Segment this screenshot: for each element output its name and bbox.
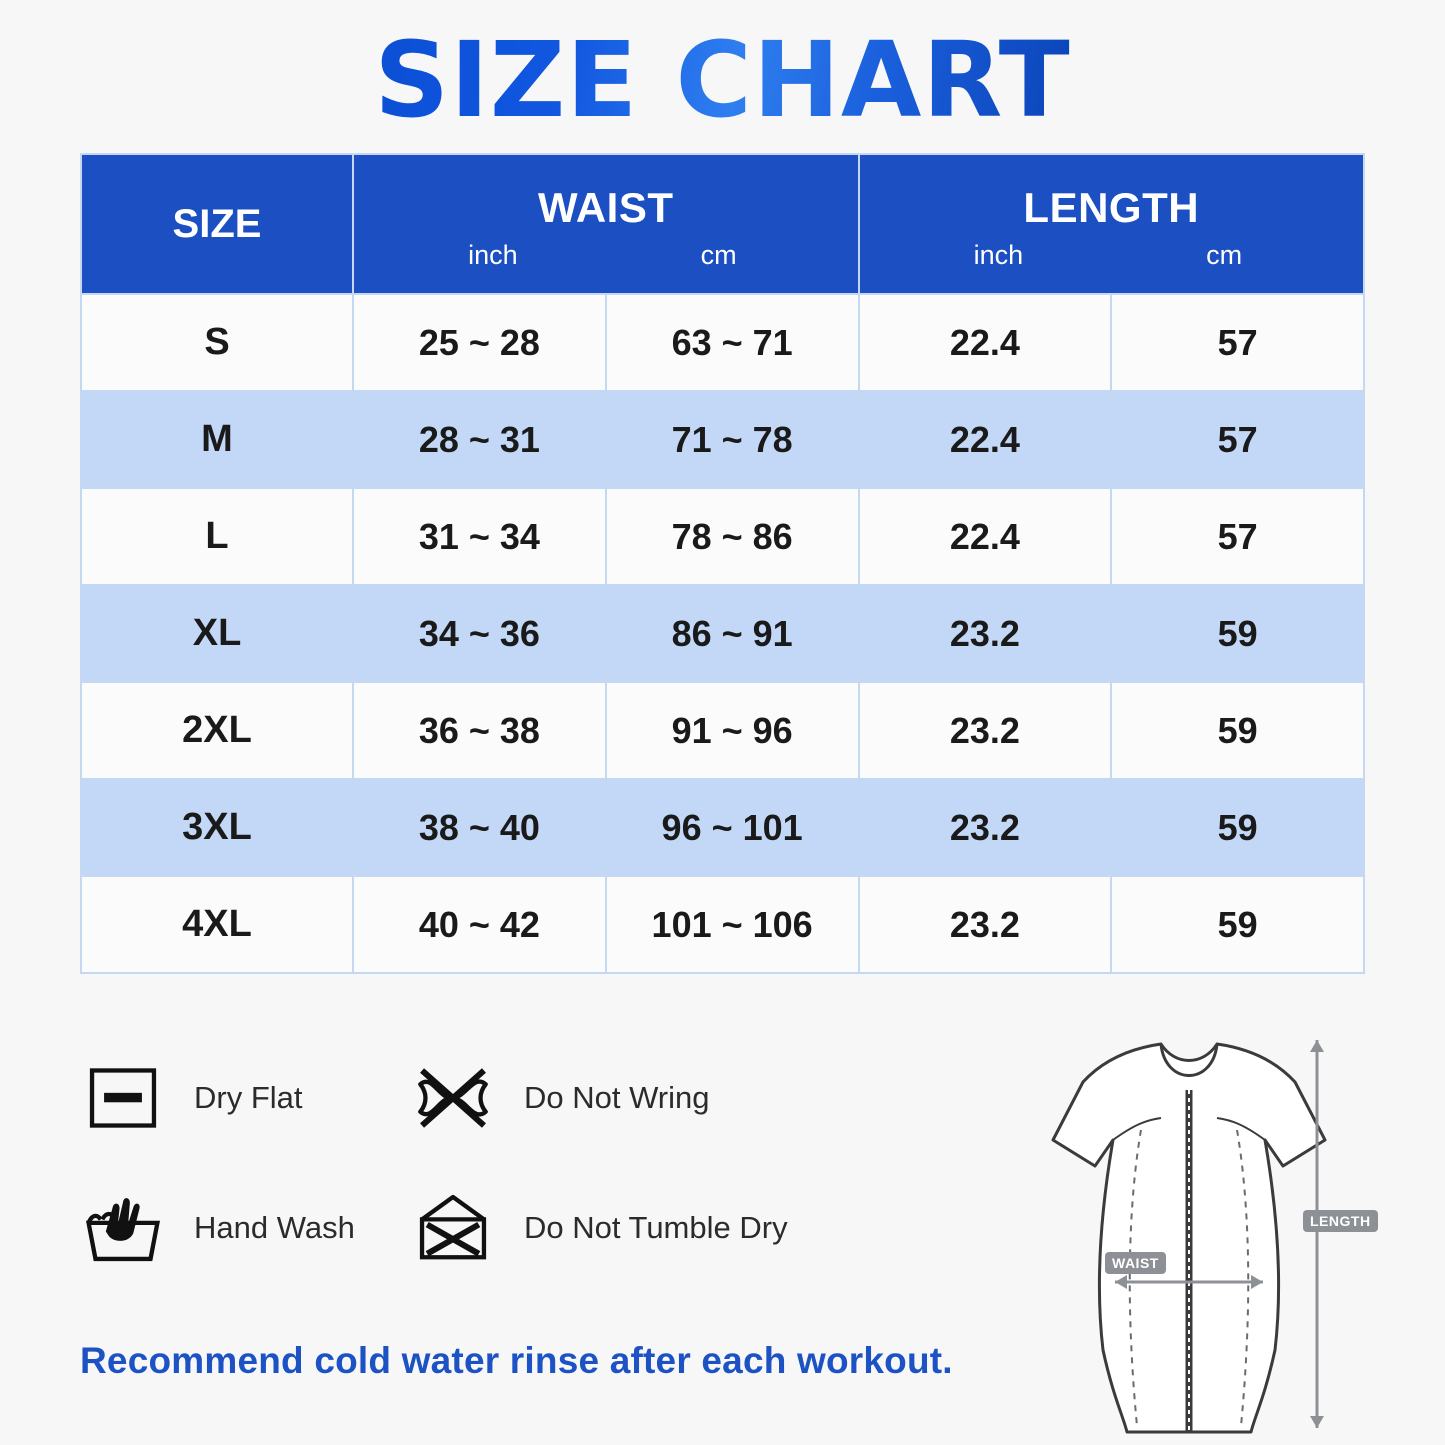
dry-flat-icon [80, 1055, 166, 1141]
page-title-container [0, 0, 1445, 141]
recommendation-text: Recommend cold water rinse after each workout. [80, 1340, 953, 1381]
header-waist-units [354, 240, 858, 271]
garment-illustration [965, 1020, 1385, 1440]
header-length-unit-inch: inch [973, 239, 1024, 270]
header-length-units [860, 240, 1364, 271]
cell-waist-cm: 63 ~ 71 [606, 294, 859, 391]
cell-size: 3XL [81, 779, 353, 876]
cell-length-cm: 57 [1111, 294, 1364, 391]
care-label-do-not-tumble-dry: Do Not Tumble Dry [524, 1210, 788, 1245]
cell-length-inch: 22.4 [859, 294, 1112, 391]
header-waist-unit-cm: cm [700, 239, 737, 270]
page-title: SIZE CHART [374, 19, 1071, 141]
header-length-title: LENGTH [1023, 183, 1200, 231]
do-not-wring-icon [410, 1055, 496, 1141]
table-row [81, 294, 1364, 391]
cell-length-inch: 23.2 [859, 876, 1112, 973]
hand-wash-icon [80, 1185, 166, 1271]
cell-waist-inch: 28 ~ 31 [353, 391, 606, 488]
cell-length-inch: 23.2 [859, 585, 1112, 682]
table-row [81, 876, 1364, 973]
header-waist-group [353, 154, 859, 294]
header-length-unit-cm: cm [1206, 239, 1243, 270]
care-label-do-not-wring: Do Not Wring [524, 1080, 710, 1115]
table-row [81, 682, 1364, 779]
cell-length-cm: 57 [1111, 391, 1364, 488]
care-label-dry-flat: Dry Flat [194, 1080, 303, 1115]
cell-waist-inch: 40 ~ 42 [353, 876, 606, 973]
table-row [81, 391, 1364, 488]
do-not-tumble-dry-icon [410, 1185, 496, 1271]
size-chart-table-container [80, 153, 1365, 974]
care-item-hand-wash [80, 1185, 410, 1271]
header-length-group [859, 154, 1365, 294]
cell-size: M [81, 391, 353, 488]
size-chart-table [80, 153, 1365, 974]
cell-size: XL [81, 585, 353, 682]
waist-measure-badge: WAIST [1105, 1252, 1166, 1274]
cell-waist-cm: 71 ~ 78 [606, 391, 859, 488]
cell-waist-inch: 38 ~ 40 [353, 779, 606, 876]
care-item-do-not-tumble-dry [410, 1185, 960, 1271]
cell-waist-cm: 78 ~ 86 [606, 488, 859, 585]
cell-waist-cm: 86 ~ 91 [606, 585, 859, 682]
cell-waist-inch: 25 ~ 28 [353, 294, 606, 391]
cell-length-inch: 23.2 [859, 682, 1112, 779]
cell-waist-cm: 96 ~ 101 [606, 779, 859, 876]
cell-length-cm: 59 [1111, 585, 1364, 682]
header-size: SIZE [81, 154, 353, 294]
length-measure-badge: LENGTH [1303, 1210, 1378, 1232]
table-header [81, 154, 1364, 294]
cell-length-cm: 57 [1111, 488, 1364, 585]
cell-waist-inch: 34 ~ 36 [353, 585, 606, 682]
care-item-do-not-wring [410, 1055, 960, 1141]
cell-size: S [81, 294, 353, 391]
header-waist-title: WAIST [538, 183, 674, 231]
table-body [81, 294, 1364, 973]
cell-length-cm: 59 [1111, 682, 1364, 779]
cell-length-inch: 23.2 [859, 779, 1112, 876]
care-item-dry-flat [80, 1055, 410, 1141]
cell-waist-cm: 91 ~ 96 [606, 682, 859, 779]
cell-length-inch: 22.4 [859, 391, 1112, 488]
header-waist-unit-inch: inch [468, 239, 518, 270]
cell-length-cm: 59 [1111, 779, 1364, 876]
cell-size: 2XL [81, 682, 353, 779]
cell-length-cm: 59 [1111, 876, 1364, 973]
cell-waist-cm: 101 ~ 106 [606, 876, 859, 973]
table-row [81, 779, 1364, 876]
cell-waist-inch: 31 ~ 34 [353, 488, 606, 585]
cell-size: L [81, 488, 353, 585]
table-row [81, 488, 1364, 585]
table-row [81, 585, 1364, 682]
cell-length-inch: 22.4 [859, 488, 1112, 585]
care-instructions [80, 1055, 960, 1271]
care-label-hand-wash: Hand Wash [194, 1210, 355, 1245]
cell-waist-inch: 36 ~ 38 [353, 682, 606, 779]
cell-size: 4XL [81, 876, 353, 973]
